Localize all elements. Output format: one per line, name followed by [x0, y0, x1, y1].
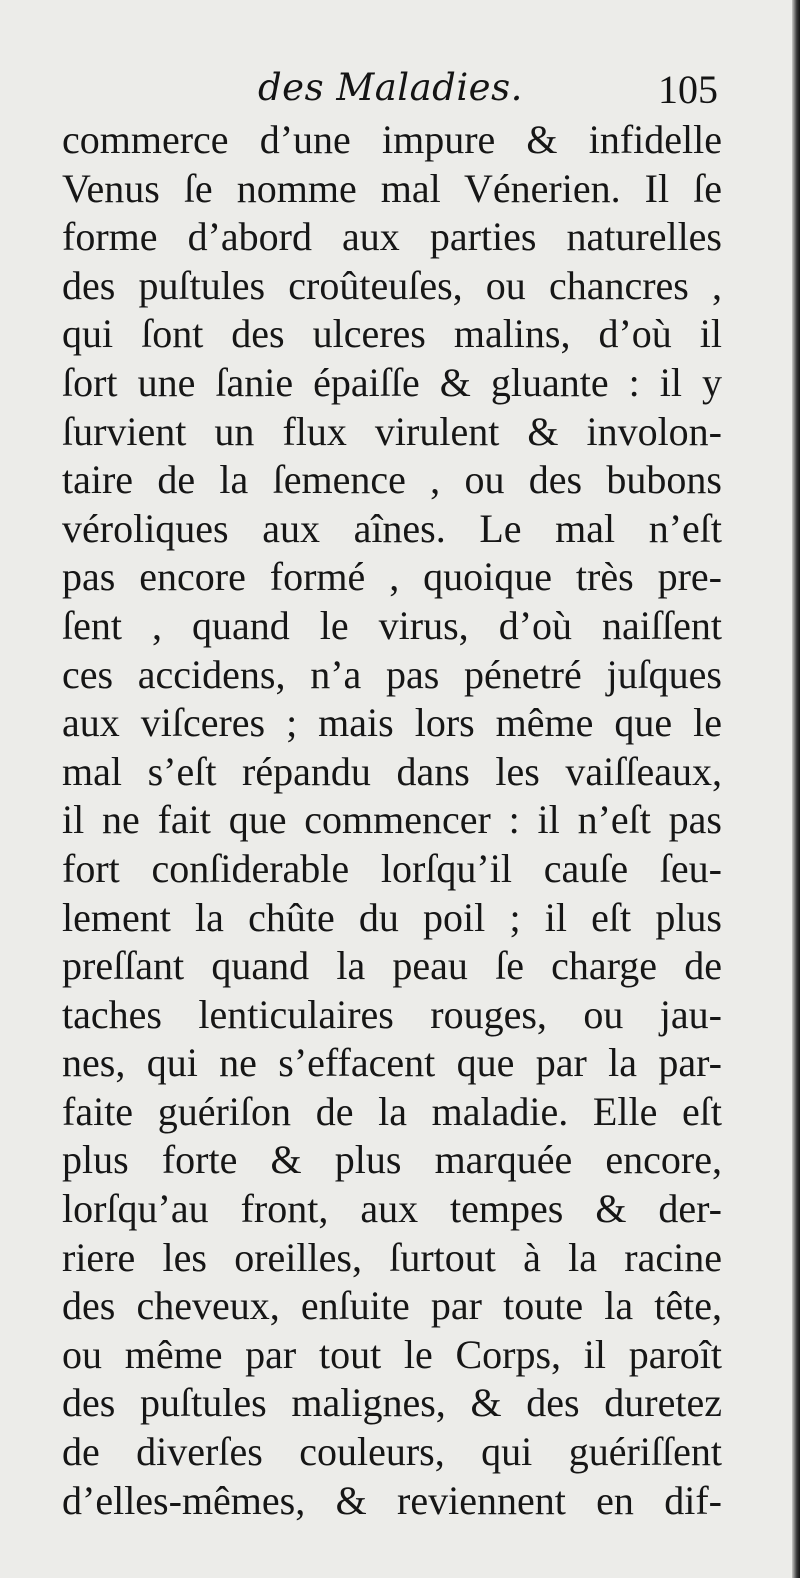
- text-line: faite guériſon de la maladie. Elle eſt: [62, 1088, 722, 1134]
- text-line: d’elles-mêmes, & reviennent en dif-: [62, 1477, 722, 1523]
- text-line: de diverſes couleurs, qui guériſſent: [62, 1429, 722, 1475]
- text-line: véroliques aux aînes. Le mal n’eſt: [62, 505, 722, 551]
- text-line: Venus ſe nomme mal Vénerien. Il ſe: [62, 165, 722, 211]
- scan-edge: [792, 0, 800, 1578]
- text-line: forme d’abord aux parties naturelles: [62, 214, 722, 260]
- text-line: des cheveux, enſuite par toute la tête,: [62, 1283, 722, 1329]
- text-line: pas encore formé , quoique très pre-: [62, 554, 722, 600]
- text-line: commerce d’une impure & infidelle: [62, 117, 722, 162]
- text-line: il ne fait que commencer : il n’eſt pas: [62, 797, 722, 843]
- running-head: des Maladies.: [258, 66, 523, 109]
- text-line: preſſant quand la peau ſe charge de: [62, 943, 722, 989]
- text-line: aux viſceres ; mais lors même que le: [62, 700, 722, 746]
- text-line: lorſqu’au front, aux tempes & der-: [62, 1186, 722, 1232]
- page-number: 105: [658, 67, 718, 112]
- text-line: taire de la ſemence , ou des bubons: [62, 457, 722, 503]
- text-line: lement la chûte du poil ; il eſt plus: [62, 894, 722, 940]
- text-line: qui ſont des ulceres malins, d’où il: [62, 311, 722, 357]
- text-line: plus forte & plus marquée encore,: [62, 1137, 722, 1183]
- page-header: [258, 66, 718, 116]
- body-text: [62, 116, 722, 1525]
- text-line: des puſtules croûteuſes, ou chancres ,: [62, 262, 722, 308]
- text-line: nes, qui ne s’effacent que par la par-: [62, 1040, 722, 1086]
- text-line: ſent , quand le virus, d’où naiſſent: [62, 602, 722, 648]
- text-line: ſurvient un flux virulent & involon-: [62, 408, 722, 454]
- text-line: ou même par tout le Corps, il paroît: [62, 1331, 722, 1377]
- text-line: taches lenticulaires rouges, ou jau-: [62, 991, 722, 1037]
- text-line: riere les oreilles, ſurtout à la racine: [62, 1234, 722, 1280]
- text-line: mal s’eſt répandu dans les vaiſſeaux,: [62, 748, 722, 794]
- text-line: des puſtules malignes, & des duretez: [62, 1380, 722, 1426]
- text-line: fort conſiderable lorſqu’il cauſe ſeu-: [62, 845, 722, 891]
- text-line: ſort une ſanie épaiſſe & gluante : il y: [62, 359, 722, 405]
- text-line: ces accidens, n’a pas pénetré juſques: [62, 651, 722, 697]
